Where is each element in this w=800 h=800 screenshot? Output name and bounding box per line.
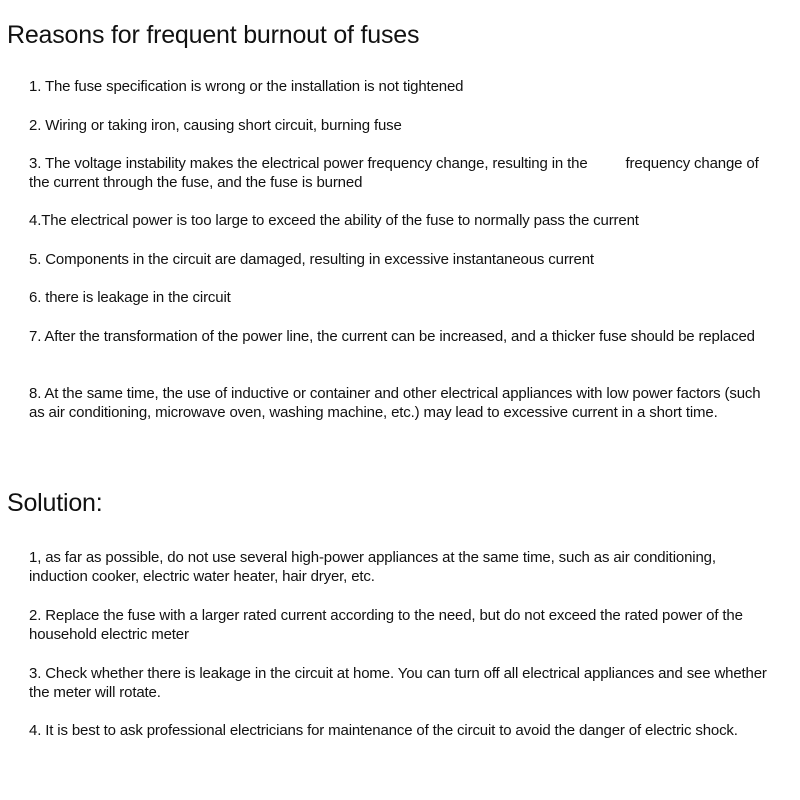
solution-item: 3. Check whether there is leakage in the circuit at home. You can turn off all electrical appliances and see whether the meter will rotate. (29, 665, 767, 701)
solution-item: 1, as far as possible, do not use several high-power appliances at the same time, such as air conditioning, induction cooker, electric water heater, hair dryer, etc. (29, 549, 716, 585)
reason-item: 5. Components in the circuit are damaged, resulting in excessive instantaneous current (29, 251, 594, 268)
reason-item (29, 154, 774, 192)
solution-heading: Solution: (7, 489, 103, 517)
reason-item-text-part: 3. The voltage instability makes the electrical power frequency change, resulting in the (29, 155, 588, 172)
reason-item: 7. After the transformation of the power line, the current can be increased, and a thicker fuse should be replaced (29, 328, 755, 345)
solution-item: 4. It is best to ask professional electricians for maintenance of the circuit to avoid the danger of electric shock. (29, 722, 738, 739)
reason-item: 8. At the same time, the use of inductive or container and other electrical appliances with low power factors (such as air conditioning, microwave oven, washing machine, etc.) may lead to excessive current in a short time. (29, 385, 761, 421)
reason-item: 1. The fuse specification is wrong or the installation is not tightened (29, 78, 464, 95)
reasons-heading: Reasons for frequent burnout of fuses (7, 21, 420, 49)
reason-item-text-part: frequency change of the current through the fuse, and the fuse is burned (29, 155, 759, 191)
reason-item: 6. there is leakage in the circuit (29, 289, 231, 306)
reason-item: 4.The electrical power is too large to exceed the ability of the fuse to normally pass the current (29, 212, 639, 229)
solution-item: 2. Replace the fuse with a larger rated current according to the need, but do not exceed the rated power of the household electric meter (29, 607, 743, 643)
reason-item: 2. Wiring or taking iron, causing short circuit, burning fuse (29, 117, 402, 134)
